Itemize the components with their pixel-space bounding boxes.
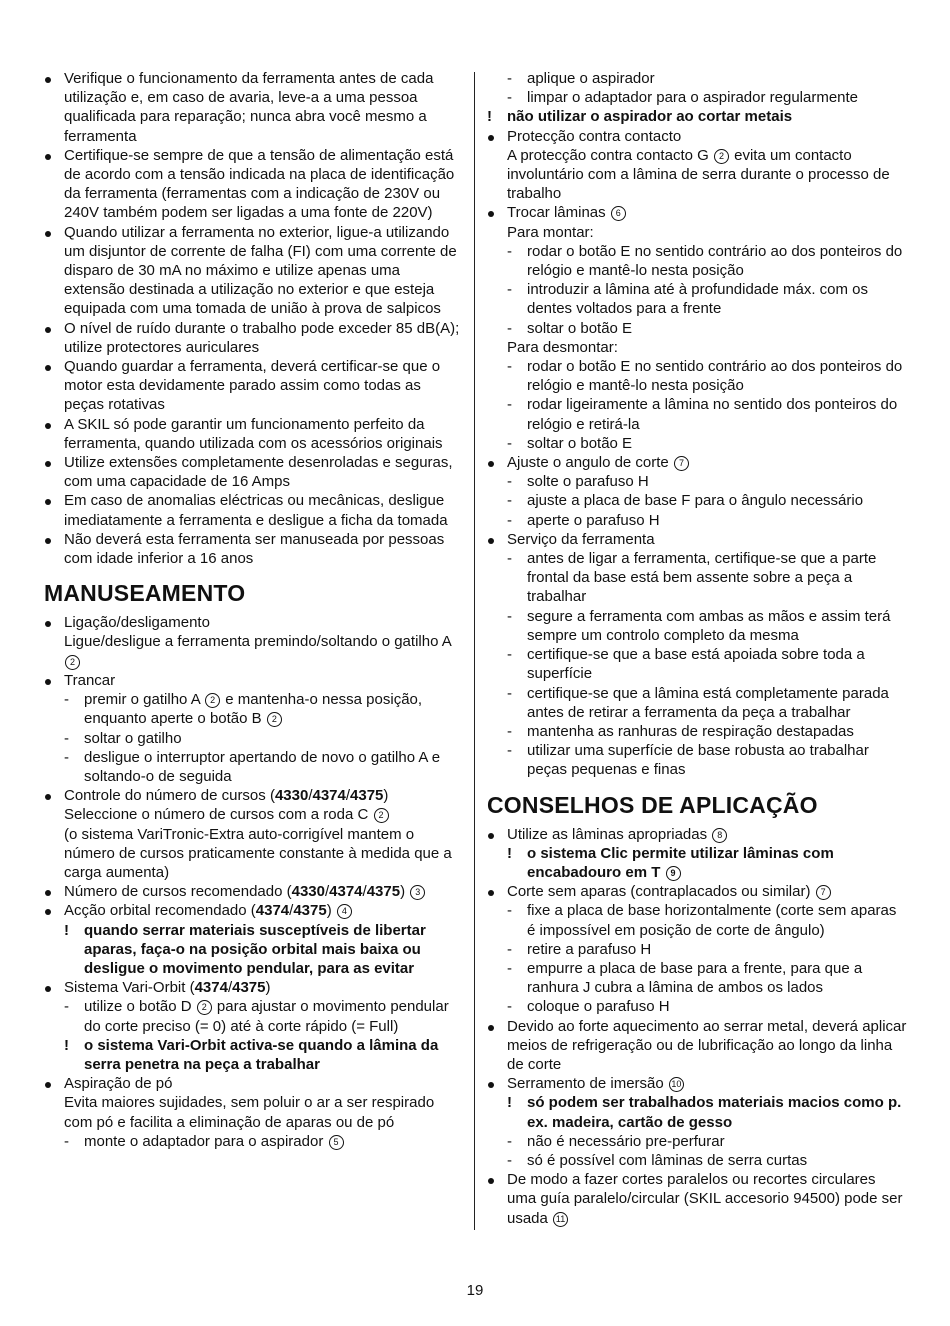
dash-item <box>487 684 907 722</box>
text-run: ) <box>383 787 389 805</box>
dash-item <box>487 549 907 607</box>
dash-icon: - <box>507 959 512 977</box>
dash-item <box>487 901 907 939</box>
bullet-icon <box>44 530 64 544</box>
text-run: Verifique o funcionamento da ferramenta antes de cada utilização e, em caso de avaria, leve-a a uma pessoa qualificada para reparação; nunca abra você mesmo a ferramenta <box>64 70 434 145</box>
text-run: Para desmontar: <box>507 338 618 356</box>
dash-item <box>487 607 907 645</box>
dash-item <box>487 242 907 280</box>
section-heading <box>487 791 907 819</box>
paragraph <box>44 805 464 824</box>
bullet-icon <box>44 319 64 333</box>
text-run: Para montar: <box>507 223 594 241</box>
dash-item <box>487 69 907 88</box>
exclamation-icon: ! <box>64 921 69 939</box>
text-run: Ajuste o angulo de corte <box>507 454 673 472</box>
dash-item <box>487 940 907 959</box>
list-item <box>44 69 464 146</box>
dash-icon: - <box>507 607 512 625</box>
dash-icon: - <box>507 902 512 920</box>
paragraph <box>487 146 907 204</box>
text-run: o sistema Clic permite utilizar lâminas com encabadouro em T <box>527 844 834 881</box>
figure-reference: 2 <box>197 1000 212 1015</box>
dash-item <box>44 1132 464 1151</box>
text-run: Em caso de anomalias eléctricas ou mecânicas, desligue imediatamente a ferramenta e desligue a ficha da tomada <box>64 492 448 529</box>
dash-icon: - <box>507 358 512 376</box>
list-item <box>44 415 464 453</box>
paragraph <box>44 1093 464 1131</box>
text-run: Protecção contra contacto <box>507 127 682 145</box>
text-run: aperte o parafuso H <box>527 511 660 529</box>
model-number: 4374 <box>329 883 363 901</box>
text-run: utilizar uma superfície de base robusta ao trabalhar peças pequenas e finas <box>527 742 869 779</box>
dash-icon: - <box>507 70 512 87</box>
dash-icon: - <box>64 691 69 709</box>
text-run: / <box>362 883 367 901</box>
figure-reference: 7 <box>816 885 831 900</box>
list-item <box>44 671 464 690</box>
text-run: MANUSEAMENTO <box>44 580 246 607</box>
text-run: premir o gatilho A <box>84 691 205 709</box>
text-run: Quando utilizar a ferramenta no exterior, ligue-a utilizando um disjuntor de corrente de falha (FI) com uma corrente de disparo de 30 mA no máximo e utilize apenas uma extensão destinada a utilização no exterior e que esteja equipada com uma tomada de união à prova de salpicos <box>64 223 457 318</box>
list-item <box>44 613 464 632</box>
model-number: 4330 <box>291 883 325 901</box>
figure-reference: 9 <box>666 866 681 881</box>
text-run: coloque o parafuso H <box>527 998 670 1016</box>
dash-item <box>487 511 907 530</box>
dash-icon: - <box>507 722 512 740</box>
text-run: rodar ligeiramente a lâmina no sentido dos ponteiros do relógio e retirá-la <box>527 396 898 433</box>
list-item <box>487 453 907 472</box>
dash-item <box>487 1132 907 1151</box>
text-run: soltar o botão E <box>527 434 633 452</box>
dash-icon: - <box>507 242 512 260</box>
list-item <box>487 1017 907 1075</box>
figure-reference: 10 <box>669 1077 684 1092</box>
text-run: evita um contacto involuntário com a lâmina de serra durante o processo de trabalho <box>507 146 890 203</box>
left-column <box>44 69 464 1151</box>
text-run: Número de cursos recomendado ( <box>64 883 292 901</box>
dash-item <box>487 741 907 779</box>
bullet-icon <box>487 203 507 217</box>
dash-icon: - <box>507 492 512 510</box>
dash-item <box>487 997 907 1016</box>
dash-icon: - <box>507 646 512 664</box>
text-run: solte o parafuso H <box>527 473 649 491</box>
dash-icon: - <box>64 748 69 766</box>
text-run: desligue o interruptor apertando de novo o gatilho A e soltando-o de seguida <box>84 748 441 785</box>
model-number: 4375 <box>366 883 401 901</box>
list-item <box>44 319 464 357</box>
paragraph <box>44 825 464 883</box>
warning-note <box>487 844 907 882</box>
dash-icon: - <box>507 940 512 958</box>
text-run: / <box>289 902 294 920</box>
paragraph <box>44 632 464 670</box>
list-item <box>44 1074 464 1093</box>
model-number: 4374 <box>255 902 290 920</box>
text-run: fixe a placa de base horizontalmente (corte sem aparas é impossível em posição de corte de ângulo) <box>527 902 897 939</box>
paragraph <box>487 338 907 357</box>
list-item <box>487 825 907 844</box>
text-run: mantenha as ranhuras de respiração destapadas <box>527 722 854 740</box>
text-run: Utilize as lâminas apropriadas <box>507 825 712 843</box>
text-run: Controle do número de cursos ( <box>64 787 275 805</box>
text-run: Serviço da ferramenta <box>507 530 655 548</box>
dash-item <box>487 645 907 683</box>
list-item <box>44 357 464 415</box>
exclamation-icon: ! <box>507 1094 512 1112</box>
text-run: O nível de ruído durante o trabalho pode exceder 85 dB(A); utilize protectores auriculares <box>64 319 460 356</box>
figure-reference: 8 <box>712 828 727 843</box>
text-run: aplique o aspirador <box>527 70 655 87</box>
text-run: empurre a placa de base para a frente, para que a ranhura J cubra a lâmina de ambos os lados <box>527 959 863 997</box>
list-item <box>44 978 464 997</box>
dash-item <box>44 729 464 748</box>
dash-item <box>487 319 907 338</box>
dash-icon: - <box>507 319 512 337</box>
text-run: certifique-se que a base está apoiada sobre toda a superfície <box>527 646 865 683</box>
bullet-icon <box>487 1017 507 1031</box>
dash-icon: - <box>507 396 512 414</box>
text-run: / <box>308 787 313 805</box>
text-run: não utilizar o aspirador ao cortar metais <box>507 108 793 126</box>
figure-reference: 3 <box>410 885 425 900</box>
list-item <box>44 901 464 920</box>
text-run: Corte sem aparas (contraplacados ou similar) <box>507 883 815 901</box>
text-run: só podem ser trabalhados materiais macios como p. ex. madeira, cartão de gesso <box>527 1094 902 1131</box>
text-run: ) <box>326 902 336 920</box>
figure-reference: 6 <box>611 206 626 221</box>
list-item <box>487 1170 907 1228</box>
text-run: só é possível com lâminas de serra curtas <box>527 1151 808 1169</box>
bullet-icon <box>44 1074 64 1088</box>
warning-note <box>44 921 464 979</box>
dash-item <box>44 997 464 1035</box>
bullet-icon <box>487 530 507 544</box>
section-heading <box>44 579 464 607</box>
dash-item <box>487 472 907 491</box>
dash-item <box>487 434 907 453</box>
dash-item <box>487 88 907 107</box>
model-number: 4374 <box>194 979 228 997</box>
exclamation-icon: ! <box>64 1036 69 1054</box>
bullet-icon <box>44 978 64 992</box>
dash-icon: - <box>507 511 512 529</box>
list-item <box>44 146 464 223</box>
bullet-icon <box>44 786 64 800</box>
text-run: / <box>345 787 351 805</box>
bullet-icon <box>44 415 64 429</box>
text-run: Utilize extensões completamente desenroladas e seguras, com uma capacidade de 16 Amps <box>64 454 453 491</box>
list-item <box>487 1074 907 1093</box>
dash-item <box>487 280 907 318</box>
bullet-icon <box>44 671 64 685</box>
text-run: quando serrar materiais susceptíveis de libertar aparas, faça-o na posição orbital mais baixa ou desligue o movimento pendular, para as evitar <box>84 921 426 977</box>
list-item <box>44 530 464 568</box>
paragraph <box>487 223 907 242</box>
text-run: e mantenha-o nessa posição, enquanto aperte o botão B <box>84 691 423 728</box>
text-run: Não deverá esta ferramenta ser manuseada por pessoas com idade inferior a 16 anos <box>64 530 445 568</box>
bullet-icon <box>44 69 64 83</box>
list-item <box>44 491 464 529</box>
dash-item <box>487 1151 907 1170</box>
list-item <box>487 882 907 901</box>
text-run: Seleccione o número de cursos com a roda C <box>64 806 373 824</box>
dash-icon: - <box>64 1132 69 1150</box>
dash-item <box>44 690 464 728</box>
text-run: monte o adaptador para o aspirador <box>84 1132 328 1150</box>
text-run: utilize o botão D <box>84 998 196 1016</box>
dash-icon: - <box>507 89 512 107</box>
bullet-icon <box>44 223 64 237</box>
text-run: A protecção contra contacto G <box>507 146 713 164</box>
list-item <box>487 530 907 549</box>
bullet-icon <box>44 613 64 627</box>
text-run: (o sistema VariTronic-Extra auto-corrigível mantem o número de cursos praticamente constante à medida que a carga aumenta) <box>64 825 452 881</box>
figure-reference: 2 <box>714 149 729 164</box>
dash-icon: - <box>507 473 512 491</box>
text-run: CONSELHOS DE APLICAÇÃO <box>487 791 818 818</box>
bullet-icon <box>44 357 64 371</box>
figure-reference: 7 <box>674 456 689 471</box>
text-run: Ligação/desligamento <box>64 614 210 632</box>
figure-reference: 2 <box>65 655 80 670</box>
dash-item <box>487 491 907 510</box>
bullet-icon <box>44 453 64 467</box>
text-run: limpar o adaptador para o aspirador regularmente <box>527 89 859 107</box>
figure-reference: 11 <box>553 1212 568 1227</box>
dash-icon: - <box>64 998 69 1016</box>
dash-item <box>487 722 907 741</box>
dash-icon: - <box>64 729 69 747</box>
list-item <box>44 223 464 319</box>
text-run: ajuste a placa de base F para o ângulo necessário <box>527 492 864 510</box>
bullet-icon <box>487 127 507 141</box>
exclamation-icon: ! <box>487 108 492 126</box>
text-run: ) <box>400 883 410 901</box>
dash-icon: - <box>507 684 512 702</box>
dash-icon: - <box>507 434 512 452</box>
list-item <box>487 203 907 222</box>
text-run: Certifique-se sempre de que a tensão de alimentação está de acordo com a tensão indicada na placa de identificação da ferramenta (ferramentas com a indicação de 230V ou 240V também podem ser ligadas a uma fonte de 220V) <box>64 146 455 222</box>
text-run: não é necessário pre-perfurar <box>527 1132 725 1150</box>
figure-reference: 2 <box>374 808 389 823</box>
text-run: Quando guardar a ferramenta, deverá certificar-se que o motor esta devidamente parado assim como todas as peças rotativas <box>64 358 441 414</box>
column-divider <box>474 72 475 1230</box>
text-run: o sistema Vari-Orbit activa-se quando a lâmina da serra penetra na peça a trabalhar <box>84 1036 439 1073</box>
text-run: introduzir a lâmina até à profundidade máx. com os dentes voltados para a frente <box>527 281 869 318</box>
exclamation-icon: ! <box>507 844 512 862</box>
bullet-icon <box>44 491 64 505</box>
warning-note <box>487 107 907 126</box>
bullet-icon <box>487 825 507 839</box>
text-run: Evita maiores sujidades, sem poluir o ar a ser respirado com pó e facilita a eliminação de aparas ou de pó <box>64 1094 435 1131</box>
dash-icon: - <box>507 1132 512 1150</box>
text-run: segure a ferramenta com ambas as mãos e assim terá sempre um controlo completo da mesma <box>527 607 891 644</box>
figure-reference: 2 <box>267 712 282 727</box>
model-number: 4375 <box>293 902 327 920</box>
list-item <box>44 786 464 805</box>
text-run: Trocar lâminas <box>507 204 610 222</box>
figure-reference: 2 <box>205 693 220 708</box>
dash-item <box>487 395 907 433</box>
model-number: 4330 <box>274 787 309 805</box>
bullet-icon <box>44 882 64 896</box>
dash-item <box>44 748 464 786</box>
text-run: Acção orbital recomendado ( <box>64 902 256 920</box>
text-run: Serramento de imersão <box>507 1075 668 1093</box>
bullet-icon <box>44 901 64 915</box>
dash-item <box>487 959 907 997</box>
bullet-icon <box>44 146 64 160</box>
text-run: retire a parafuso H <box>527 940 652 958</box>
text-run: ) <box>265 979 271 997</box>
figure-reference: 4 <box>337 904 352 919</box>
text-run: / <box>324 883 330 901</box>
text-run: Devido ao forte aquecimento ao serrar metal, deverá aplicar meios de refrigeração ou de lubrificação ao longo da linha de corte <box>507 1017 907 1073</box>
dash-icon: - <box>507 1151 512 1169</box>
text-run: para ajustar o movimento pendular do corte preciso (= 0) até à corte rápido (= Full) <box>84 998 449 1035</box>
warning-note <box>487 1093 907 1131</box>
text-run: antes de ligar a ferramenta, certifique-se que a parte frontal da base está bem assente sobre a peça a trabalhar <box>527 550 877 606</box>
list-item <box>487 127 907 146</box>
dash-icon: - <box>507 550 512 568</box>
dash-item <box>487 357 907 395</box>
bullet-icon <box>487 882 507 896</box>
text-run: / <box>227 979 233 997</box>
text-run: Sistema Vari-Orbit ( <box>64 979 195 997</box>
text-run: A SKIL só pode garantir um funcionamento perfeito da ferramenta, quando utilizada com os acessórios originais <box>64 415 443 452</box>
text-run: rodar o botão E no sentido contrário ao dos ponteiros do relógio e mantê-lo nesta posição <box>527 242 903 280</box>
text-run: Ligue/desligue a ferramenta premindo/soltando o gatilho A <box>64 633 451 651</box>
dash-icon: - <box>507 998 512 1016</box>
list-item <box>44 882 464 901</box>
text-run: rodar o botão E no sentido contrário ao dos ponteiros do relógio e mantê-lo nesta posição <box>527 358 903 395</box>
text-run: Aspiração de pó <box>64 1075 173 1093</box>
text-run: soltar o gatilho <box>84 729 182 747</box>
model-number: 4374 <box>312 787 346 805</box>
list-item <box>44 453 464 491</box>
warning-note <box>44 1036 464 1074</box>
dash-icon: - <box>507 281 512 299</box>
bullet-icon <box>487 453 507 467</box>
text-run: soltar o botão E <box>527 319 633 337</box>
figure-reference: 5 <box>329 1135 344 1150</box>
bullet-icon <box>487 1074 507 1088</box>
text-run: Trancar <box>64 671 116 689</box>
dash-icon: - <box>507 742 512 760</box>
right-column <box>487 69 907 1228</box>
text-run: certifique-se que a lâmina está completamente parada antes de retirar a ferramenta da peça a trabalhar <box>527 684 889 721</box>
bullet-icon <box>487 1170 507 1184</box>
text-run: De modo a fazer cortes paralelos ou recortes circulares uma guía paralelo/circular (SKIL accesorio 94500) pode ser usada <box>507 1171 903 1227</box>
model-number: 4375 <box>350 787 384 805</box>
page-number: 19 <box>466 1282 484 1299</box>
model-number: 4375 <box>232 979 266 997</box>
